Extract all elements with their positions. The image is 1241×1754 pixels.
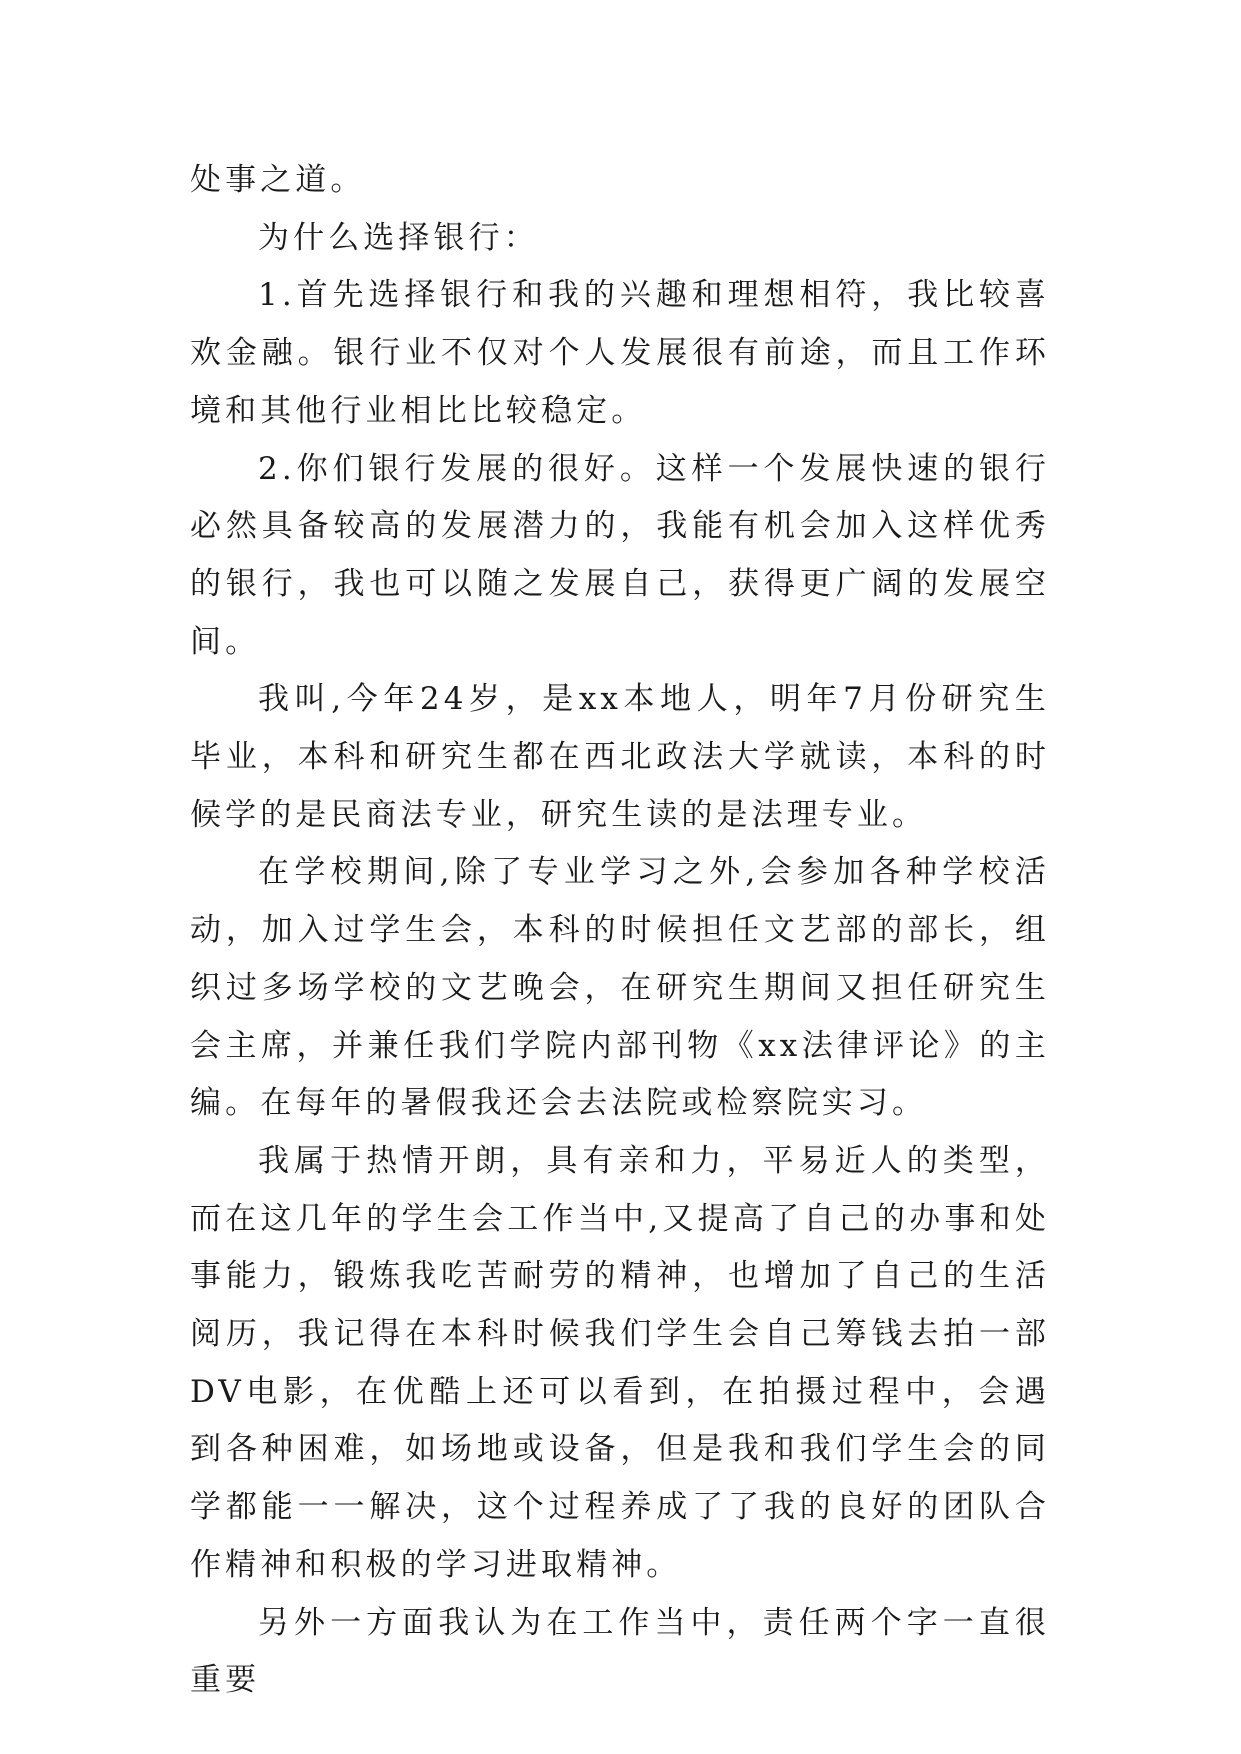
paragraph-school-activities: 在学校期间,除了专业学习之外,会参加各种学校活动，加入过学生会，本科的时候担任文艺部的部长，组织过多场学校的文艺晚会，在研究生期间又担任研究生会主席，并兼任我们学院内部刊物《xx法律评论》的主编。在每年的暑假我还会去法院或检察院实习。 (190, 854, 1050, 1122)
paragraph-personality: 我属于热情开朗，具有亲和力，平易近人的类型，而在这几年的学生会工作当中,又提高了自己的办事和处事能力，锻炼我吃苦耐劳的精神，也增加了自己的生活阅历，我记得在本科时候我们学生会自己筹钱去拍一部DV电影，在优酷上还可以看到，在拍摄过程中，会遇到各种困难，如场地或设备，但是我和我们学生会的同学都能一一解决，这个过程养成了了我的良好的团队合作精神和积极的学习进取精神。 (190, 1142, 1050, 1583)
paragraph-responsibility: 另外一方面我认为在工作当中，责任两个字一直很重要 (190, 1604, 1050, 1699)
paragraph-reason-1: 1.首先选择银行和我的兴趣和理想相符，我比较喜欢金融。银行业不仅对个人发展很有前途，而且工作环境和其他行业相比比较稳定。 (190, 277, 1050, 429)
paragraph-reason-2: 2.你们银行发展的很好。这样一个发展快速的银行必然具备较高的发展潜力的，我能有机会加入这样优秀的银行，我也可以随之发展自己，获得更广阔的发展空间。 (190, 450, 1050, 660)
paragraph-continuation: 处事之道。 (190, 162, 366, 198)
paragraph-heading-why-bank: 为什么选择银行： (258, 219, 539, 256)
paragraph-self-intro: 我叫,今年24岁，是xx本地人，明年7月份研究生毕业，本科和研究生都在西北政法大学就读，本科的时候学的是民商法专业，研究生读的是法理专业。 (190, 681, 1050, 833)
document-body (190, 152, 1050, 1710)
